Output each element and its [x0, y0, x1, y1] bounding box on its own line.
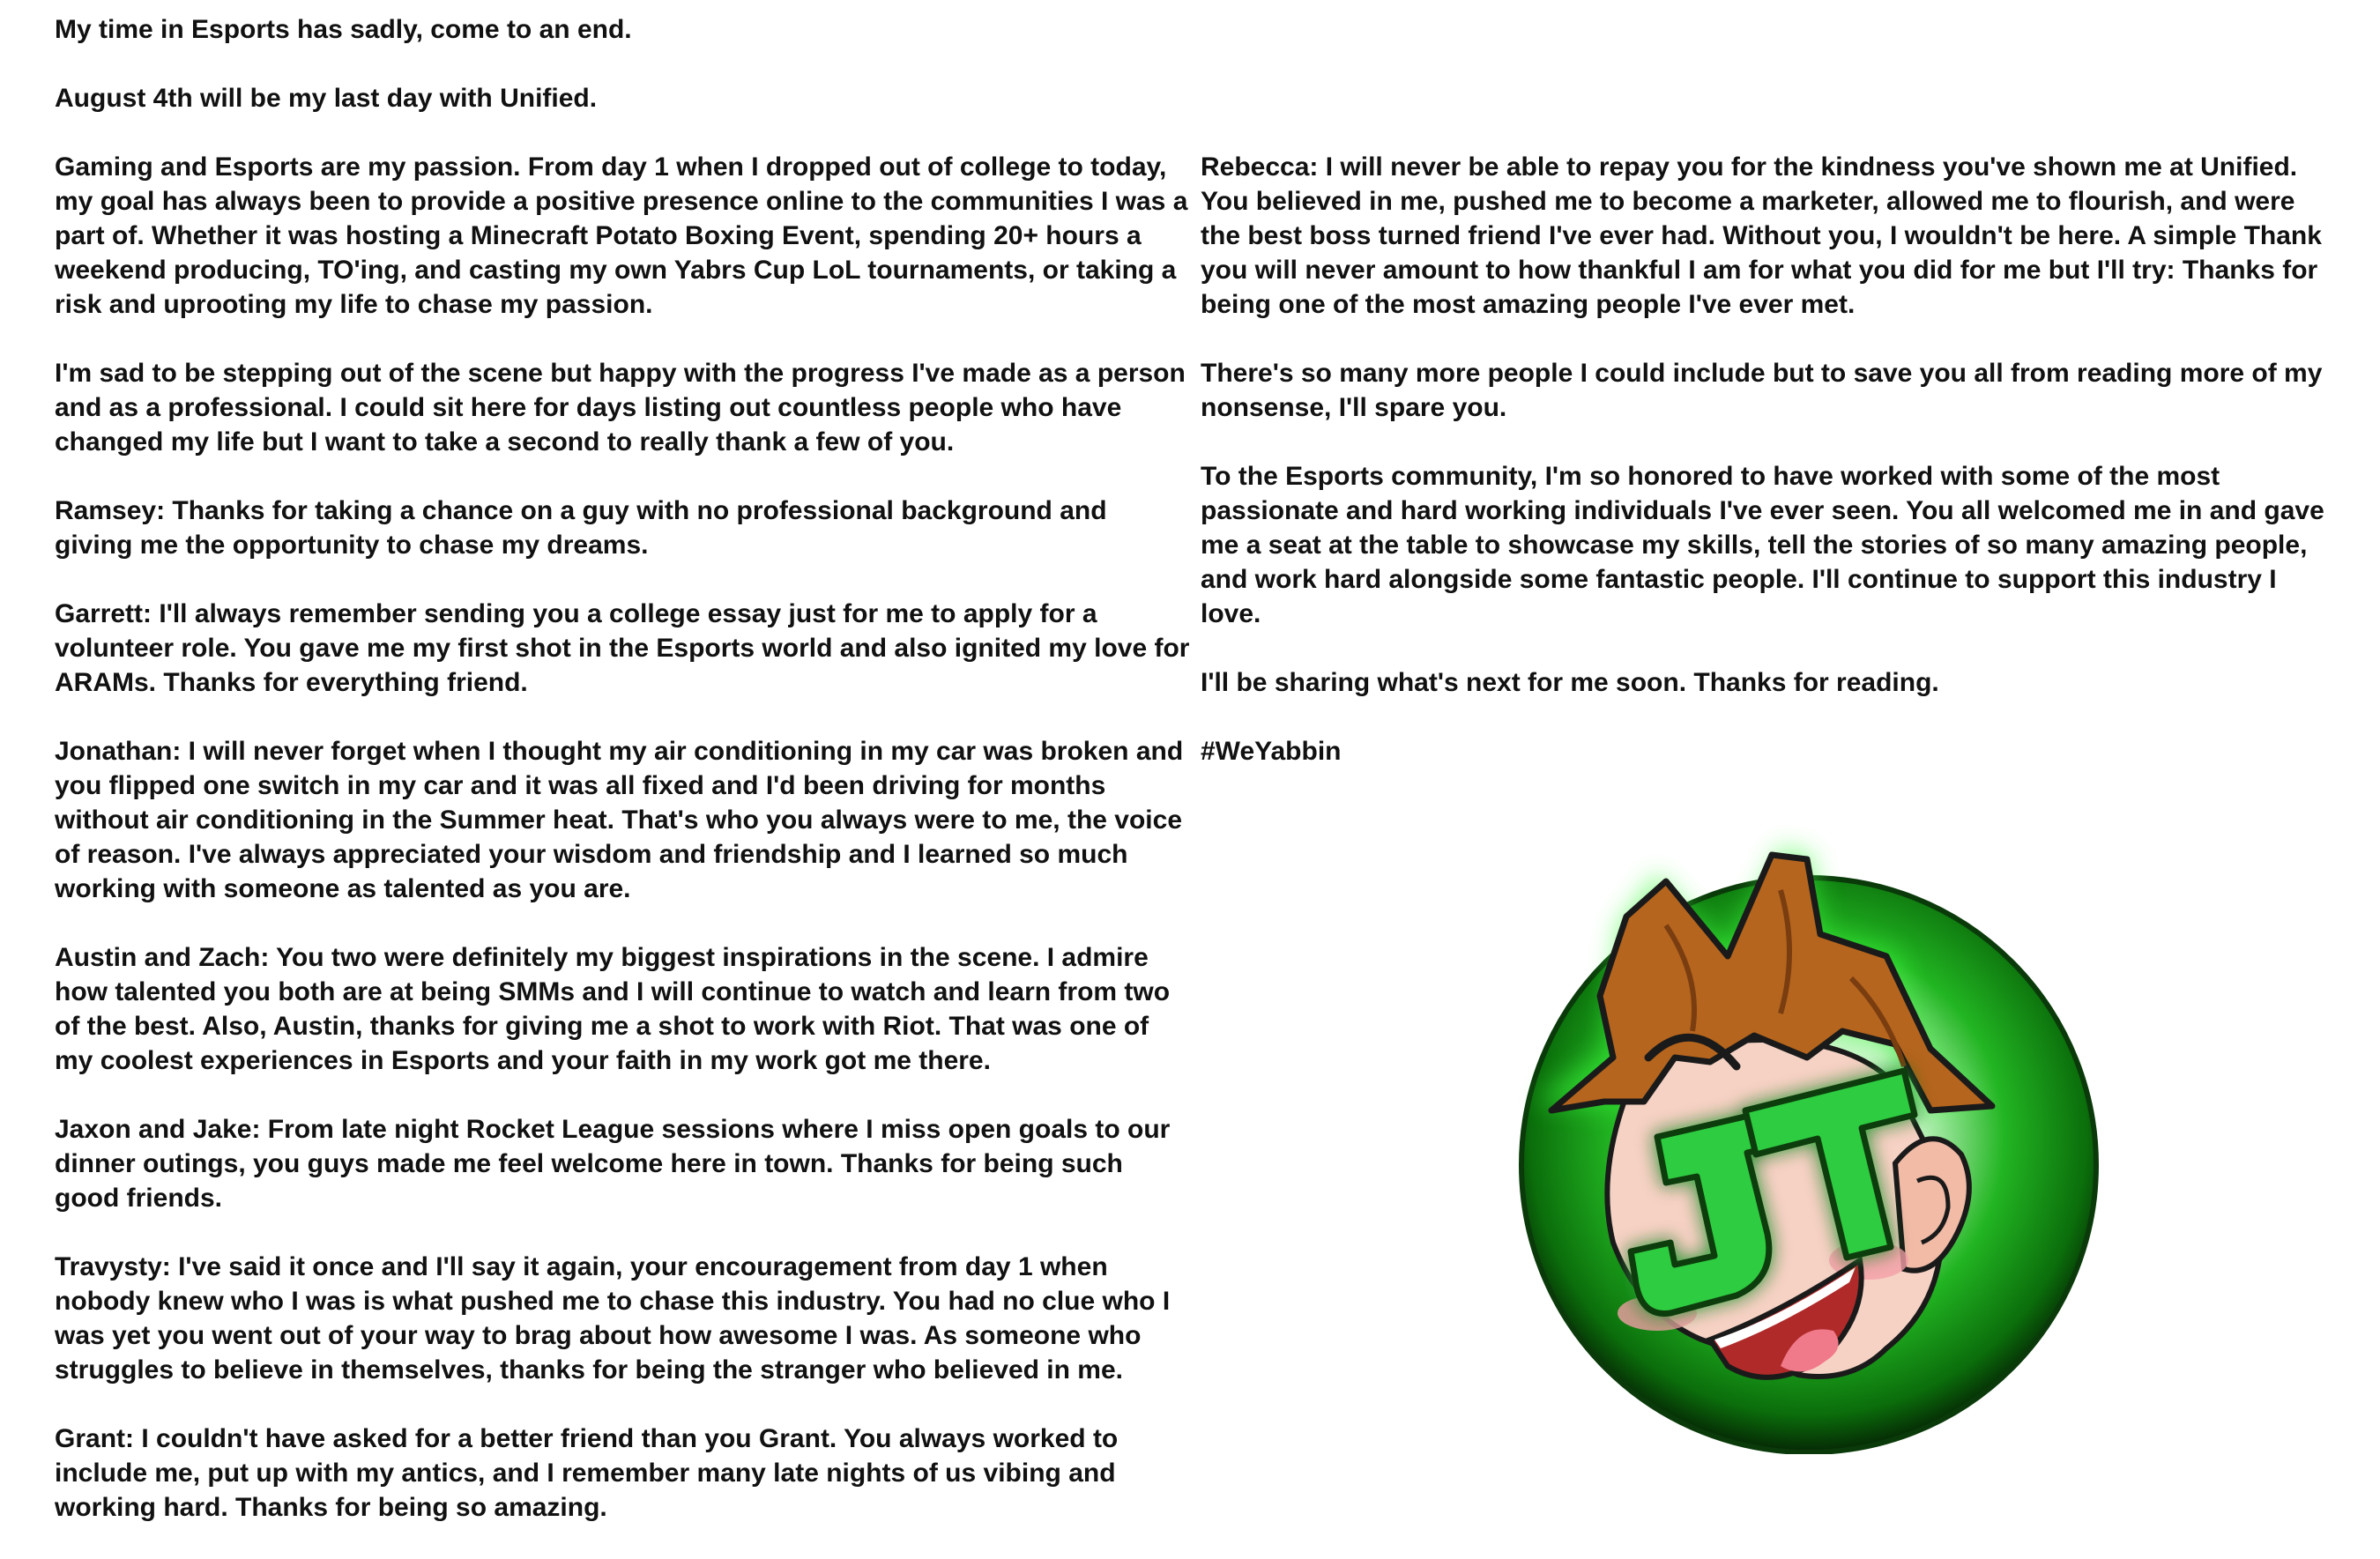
paragraph-grant: Grant: I couldn't have asked for a better friend than you Grant. You always worked to include me, put up with my antics, and I remember many late nights of us vibing and working hard. Thanks for being so amazing. [55, 1424, 1119, 1522]
paragraph-more-people: There's so many more people I could include but to save you all from reading more of my nonsense, I'll spare you. [1201, 359, 2323, 422]
paragraph-community: To the Esports community, I'm so honored to have worked with some of the most passionate and hard working individuals I've ever seen. You all welcomed me in and gave me a seat at the table to showcase my skills, tell the stories of so many amazing people, and work hard alongside some fantastic people. I'll continue to support this industry I love. [1201, 462, 2324, 628]
paragraph-jonathan: Jonathan: I will never forget when I thought my air conditioning in my car was broken and you flipped one switch in my car and it was all fixed and I'd been driving for months without air conditioning in the Summer heat. That's who you always were to me, the voice of reason. I've always appreciated your wisdom and friendship and I learned so much working with someone as talented as you are. [55, 737, 1184, 903]
letter-right-column [1201, 150, 2338, 803]
paragraph-passion: Gaming and Esports are my passion. From day 1 when I dropped out of college to today, my goal has always been to provide a positive presence online to the communities I was a part of. Whether it was hosting a Minecraft Potato Boxing Event, spending 20+ hours a weekend producing, TO'ing, and casting my own Yabrs Cup LoL tournaments, or taking a risk and uprooting my life to chase my passion. [55, 152, 1188, 319]
paragraph-whats-next: I'll be sharing what's next for me soon. Thanks for reading. [1201, 668, 1939, 697]
paragraph-travysty: Travysty: I've said it once and I'll say it again, your encouragement from day 1 when nobody knew who I was is what pushed me to chase this industry. You had no clue who I was yet you went out of your way to brag about how awesome I was. As someone who struggles to believe in themselves, thanks for being the stranger who believed in me. [55, 1252, 1171, 1385]
paragraph-hashtag: #WeYabbin [1201, 737, 1342, 766]
paragraph-last-day: August 4th will be my last day with Unified. [55, 84, 598, 113]
paragraph-garrett: Garrett: I'll always remember sending you a college essay just for me to apply for a volunteer role. You gave me my first shot in the Esports world and also ignited my love for ARAMs. Thanks for everything friend. [55, 599, 1190, 697]
paragraph-intro: My time in Esports has sadly, come to an end. [55, 15, 632, 44]
paragraph-ramsey: Ramsey: Thanks for taking a chance on a guy with no professional background and giving me the opportunity to chase my dreams. [55, 496, 1107, 560]
paragraph-austin-zach: Austin and Zach: You two were definitely my biggest inspirations in the scene. I admire how talented you both are at being SMMs and I will continue to watch and learn from two of the best. Also, Austin, thanks for giving me a shot to work with Riot. That was one of my coolest experiences in Esports and your faith in my work got me there. [55, 943, 1171, 1075]
letter-left-column [55, 12, 1192, 1559]
paragraph-stepping-out: I'm sad to be stepping out of the scene but happy with the progress I've made as a person and as a professional. I could sit here for days listing out countless people who have changed my life but I want to take a second to really thank a few of you. [55, 359, 1186, 457]
paragraph-jaxon-jake: Jaxon and Jake: From late night Rocket League sessions where I miss open goals to our dinner outings, you guys made me feel welcome here in town. Thanks for being such good friends. [55, 1115, 1171, 1213]
paragraph-rebecca: Rebecca: I will never be able to repay you for the kindness you've shown me at Unified. You believed in me, pushed me to become a marketer, allowed me to flourish, and were the best boss turned friend I've ever had. Without you, I wouldn't be here. A simple Thank you will never amount to how thankful I am for what you did for me but I'll try: Thanks for being one of the most amazing people I've ever met. [1201, 152, 2322, 319]
jt-avatar-logo-icon [1516, 820, 2116, 1454]
